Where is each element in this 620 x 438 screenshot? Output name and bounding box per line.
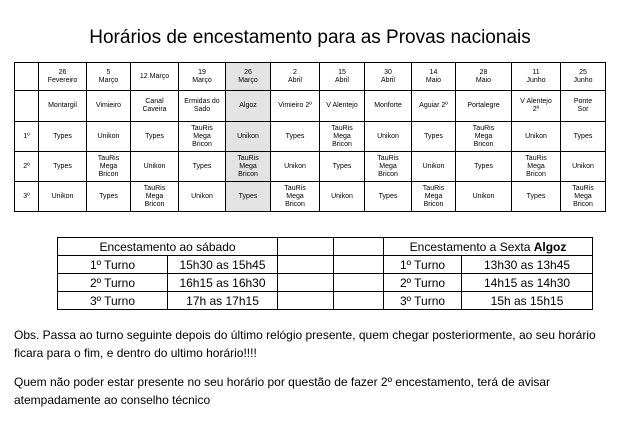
club-cell-line: Types xyxy=(192,162,212,170)
club-cell xyxy=(179,152,226,182)
club-cell-line: Mega xyxy=(333,132,351,140)
date-cell-line: Maio xyxy=(425,76,442,84)
club-cell-line: Unikon xyxy=(143,162,166,170)
times-row xyxy=(58,292,593,310)
location-cell-line: V Alentejo xyxy=(326,102,358,109)
spacer-cell xyxy=(278,274,334,292)
club-cell xyxy=(561,182,606,212)
club-cell xyxy=(456,122,512,152)
club-cell-line: Unikon xyxy=(97,132,120,140)
date-cell-line: 11 xyxy=(532,68,540,76)
location-cell xyxy=(179,91,226,122)
friday-turn-time: 14h15 as 14h30 xyxy=(462,274,593,292)
location-cell xyxy=(271,91,320,122)
club-cell-line: Bricon xyxy=(573,200,593,208)
club-cell xyxy=(271,152,320,182)
date-cell xyxy=(131,63,179,91)
date-cell xyxy=(271,63,320,91)
date-cell-line: 25 xyxy=(579,68,587,76)
club-cell xyxy=(87,152,131,182)
club-cell-line: Mega xyxy=(379,162,397,170)
turn-row xyxy=(15,122,606,152)
club-cell-line: Mega xyxy=(193,132,211,140)
location-cell xyxy=(512,91,561,122)
saturday-turn-time: 15h30 as 15h45 xyxy=(168,256,278,274)
date-row xyxy=(15,63,606,91)
club-cell xyxy=(226,152,271,182)
date-cell xyxy=(226,63,271,91)
club-cell-line: Types xyxy=(378,192,398,200)
club-cell-line: TauRis xyxy=(525,154,547,162)
club-cell-line: Unikon xyxy=(51,192,74,200)
spacer-cell xyxy=(334,274,384,292)
date-cell-line: Junho xyxy=(526,76,546,84)
club-cell-line: TauRis xyxy=(331,124,353,132)
club-cell-line: Types xyxy=(332,162,352,170)
location-cell-line: Montargil xyxy=(48,102,77,109)
location-cell xyxy=(226,91,271,122)
club-cell xyxy=(512,182,561,212)
club-cell xyxy=(512,122,561,152)
club-cell xyxy=(412,152,456,182)
location-cell-line: Caveira xyxy=(142,106,167,113)
club-cell-line: Types xyxy=(526,192,546,200)
club-cell-line: Bricon xyxy=(526,170,546,178)
club-cell-line: Mega xyxy=(239,162,257,170)
club-cell-line: Mega xyxy=(424,192,443,200)
club-cell-line: TauRis xyxy=(284,184,306,192)
club-cell-line: Bricon xyxy=(473,140,494,148)
club-cell-line: Types xyxy=(285,132,305,140)
club-cell-line: TauRis xyxy=(143,184,166,192)
club-cell-line: Unikon xyxy=(422,162,445,170)
location-cell xyxy=(456,91,512,122)
turn-label: 1º xyxy=(15,122,39,152)
date-cell xyxy=(87,63,131,91)
saturday-header: Encestamento ao sábado xyxy=(58,238,278,256)
date-cell-line: Fevereiro xyxy=(47,76,78,84)
turn-row xyxy=(15,182,606,212)
club-cell xyxy=(226,122,271,152)
turn-label: 3º xyxy=(15,182,39,212)
club-cell xyxy=(561,152,606,182)
date-cell-line: 15 xyxy=(338,68,346,76)
club-cell xyxy=(456,152,512,182)
club-cell xyxy=(271,122,320,152)
club-cell xyxy=(131,152,179,182)
club-cell-line: Mega xyxy=(527,162,545,170)
club-cell xyxy=(365,152,412,182)
friday-header-location: Algoz xyxy=(533,239,567,254)
date-cell xyxy=(39,63,87,91)
spacer-cell xyxy=(278,238,334,256)
date-cell xyxy=(456,63,512,91)
date-cell-line: 12 Março xyxy=(139,72,170,80)
club-cell xyxy=(87,182,131,212)
date-cell-line: Março xyxy=(192,76,212,84)
club-cell-line: Bricon xyxy=(192,140,212,148)
date-cell-line: Abril xyxy=(334,76,349,84)
spacer-cell xyxy=(334,256,384,274)
location-cell-line: Algoz xyxy=(239,102,257,109)
spacer-cell xyxy=(278,292,334,310)
club-cell xyxy=(320,182,365,212)
club-cell-line: TauRis xyxy=(377,154,399,162)
date-cell-line: 30 xyxy=(384,68,392,76)
corner-cell xyxy=(15,63,39,91)
club-cell-line: TauRis xyxy=(191,124,213,132)
club-cell-line: Types xyxy=(474,162,493,170)
friday-turn-label: 1º Turno xyxy=(384,256,462,274)
club-cell-line: Types xyxy=(53,162,72,170)
club-cell xyxy=(271,182,320,212)
friday-header-prefix: Encestamento a Sexta xyxy=(409,239,534,254)
date-cell xyxy=(179,63,226,91)
club-cell xyxy=(226,182,271,212)
friday-turn-time: 13h30 as 13h45 xyxy=(462,256,593,274)
spacer-cell xyxy=(278,256,334,274)
times-row xyxy=(58,274,593,292)
location-cell xyxy=(412,91,456,122)
date-cell-line: Março xyxy=(238,76,258,84)
location-cell-line: Vimieiro 2º xyxy=(278,102,312,109)
club-cell-line: Mega xyxy=(145,192,164,200)
club-cell-line: Mega xyxy=(574,192,592,200)
club-cell xyxy=(179,122,226,152)
date-cell-line: 2 xyxy=(293,68,297,76)
club-cell-line: Unikon xyxy=(377,132,399,140)
club-cell xyxy=(512,152,561,182)
location-cell xyxy=(87,91,131,122)
club-cell-line: Types xyxy=(53,132,72,140)
friday-header xyxy=(384,238,593,256)
club-cell xyxy=(412,122,456,152)
times-row xyxy=(58,256,593,274)
date-cell-line: 28 xyxy=(479,68,488,76)
saturday-turn-label: 2º Turno xyxy=(58,274,168,292)
club-cell-line: Mega xyxy=(286,192,304,200)
club-cell-line: Unikon xyxy=(331,192,353,200)
club-cell xyxy=(365,122,412,152)
date-cell-line: 26 xyxy=(58,68,67,76)
club-cell-line: TauRis xyxy=(97,154,120,162)
location-cell xyxy=(131,91,179,122)
location-cell xyxy=(561,91,606,122)
location-cell-line: Vimieiro xyxy=(95,102,122,109)
location-cell-line: Sor xyxy=(577,106,589,113)
location-cell-line: V Alentejo xyxy=(520,98,552,105)
club-cell-line: Bricon xyxy=(378,170,398,178)
date-cell xyxy=(561,63,606,91)
club-cell-line: Mega xyxy=(474,132,493,140)
location-cell-line: Ermidas do xyxy=(184,98,220,105)
times-header-row xyxy=(58,238,593,256)
club-cell xyxy=(87,122,131,152)
friday-turn-time: 15h as 15h15 xyxy=(462,292,593,310)
club-cell xyxy=(412,182,456,212)
location-row xyxy=(15,91,606,122)
location-cell-line: Ponte xyxy=(573,98,593,105)
location-cell xyxy=(39,91,87,122)
club-cell-line: TauRis xyxy=(472,124,495,132)
date-cell-line: 14 xyxy=(429,68,438,76)
club-cell xyxy=(456,182,512,212)
location-cell-line: Canal xyxy=(145,98,164,105)
page-title: Horários de encestamento para as Provas nacionais xyxy=(89,27,531,48)
location-cell-line: 2º xyxy=(532,106,540,113)
club-cell-line: Unikon xyxy=(525,132,547,140)
date-cell-line: 5 xyxy=(106,68,111,76)
club-cell-line: Mega xyxy=(99,162,118,170)
spacer-cell xyxy=(334,238,384,256)
date-cell-line: 26 xyxy=(244,68,252,76)
date-cell xyxy=(512,63,561,91)
club-cell-line: TauRis xyxy=(422,184,445,192)
club-cell-line: Bricon xyxy=(144,200,165,208)
club-cell-line: Unikon xyxy=(572,162,594,170)
date-cell xyxy=(365,63,412,91)
club-cell xyxy=(179,182,226,212)
friday-turn-label: 3º Turno xyxy=(384,292,462,310)
club-cell-line: Types xyxy=(145,132,164,140)
date-cell xyxy=(412,63,456,91)
note-observation: Obs. Passa ao turno seguinte depois do último relógio presente, quem chegar posteriormente, ao seu horário ficara para o fim, e dentro do ultimo horário!!!! xyxy=(14,328,596,360)
club-cell xyxy=(39,182,87,212)
club-cell-line: Unikon xyxy=(237,132,259,140)
date-cell xyxy=(320,63,365,91)
date-cell-line: Março xyxy=(98,76,119,84)
club-cell-line: TauRis xyxy=(572,184,594,192)
club-cell-line: Bricon xyxy=(285,200,305,208)
saturday-turn-time: 17h as 17h15 xyxy=(168,292,278,310)
club-cell-line: Types xyxy=(238,192,258,200)
saturday-turn-time: 16h15 as 16h30 xyxy=(168,274,278,292)
club-cell-line: Unikon xyxy=(191,192,213,200)
location-cell-line: Portalegre xyxy=(467,102,500,109)
corner-cell xyxy=(15,91,39,122)
date-cell-line: Junho xyxy=(573,76,593,84)
saturday-turn-label: 1º Turno xyxy=(58,256,168,274)
saturday-turn-label: 3º Turno xyxy=(58,292,168,310)
date-cell-line: 19 xyxy=(198,68,206,76)
location-cell xyxy=(365,91,412,122)
schedule-table xyxy=(14,62,606,212)
club-cell xyxy=(131,182,179,212)
club-cell xyxy=(561,122,606,152)
club-cell-line: Unikon xyxy=(472,192,495,200)
club-cell-line: Bricon xyxy=(98,170,119,178)
club-cell xyxy=(39,122,87,152)
club-cell xyxy=(365,182,412,212)
club-cell-line: Bricon xyxy=(238,170,258,178)
date-cell-line: Maio xyxy=(475,76,492,84)
turn-times-table xyxy=(57,237,593,310)
location-cell-line: Monforte xyxy=(374,102,402,109)
location-cell-line: Sado xyxy=(193,106,211,113)
club-cell-line: Types xyxy=(424,132,443,140)
date-cell-line: Abril xyxy=(287,76,302,84)
location-cell-line: Aguiar 2º xyxy=(419,102,448,109)
location-cell xyxy=(320,91,365,122)
club-cell xyxy=(320,122,365,152)
friday-turn-label: 2º Turno xyxy=(384,274,462,292)
turn-label: 2º xyxy=(15,152,39,182)
club-cell-line: Bricon xyxy=(332,140,352,148)
turn-row xyxy=(15,152,606,182)
club-cell xyxy=(39,152,87,182)
club-cell-line: Bricon xyxy=(423,200,444,208)
club-cell xyxy=(131,122,179,152)
club-cell xyxy=(320,152,365,182)
club-cell-line: Unikon xyxy=(284,162,306,170)
date-cell-line: Abril xyxy=(380,76,395,84)
note-absence: Quem não poder estar presente no seu horário por questão de fazer 2º encestamento, terá de avisar atempadamente ao conselho técnico xyxy=(14,375,551,407)
club-cell-line: TauRis xyxy=(237,154,259,162)
club-cell-line: Types xyxy=(573,132,593,140)
spacer-cell xyxy=(334,292,384,310)
club-cell-line: Types xyxy=(99,192,118,200)
